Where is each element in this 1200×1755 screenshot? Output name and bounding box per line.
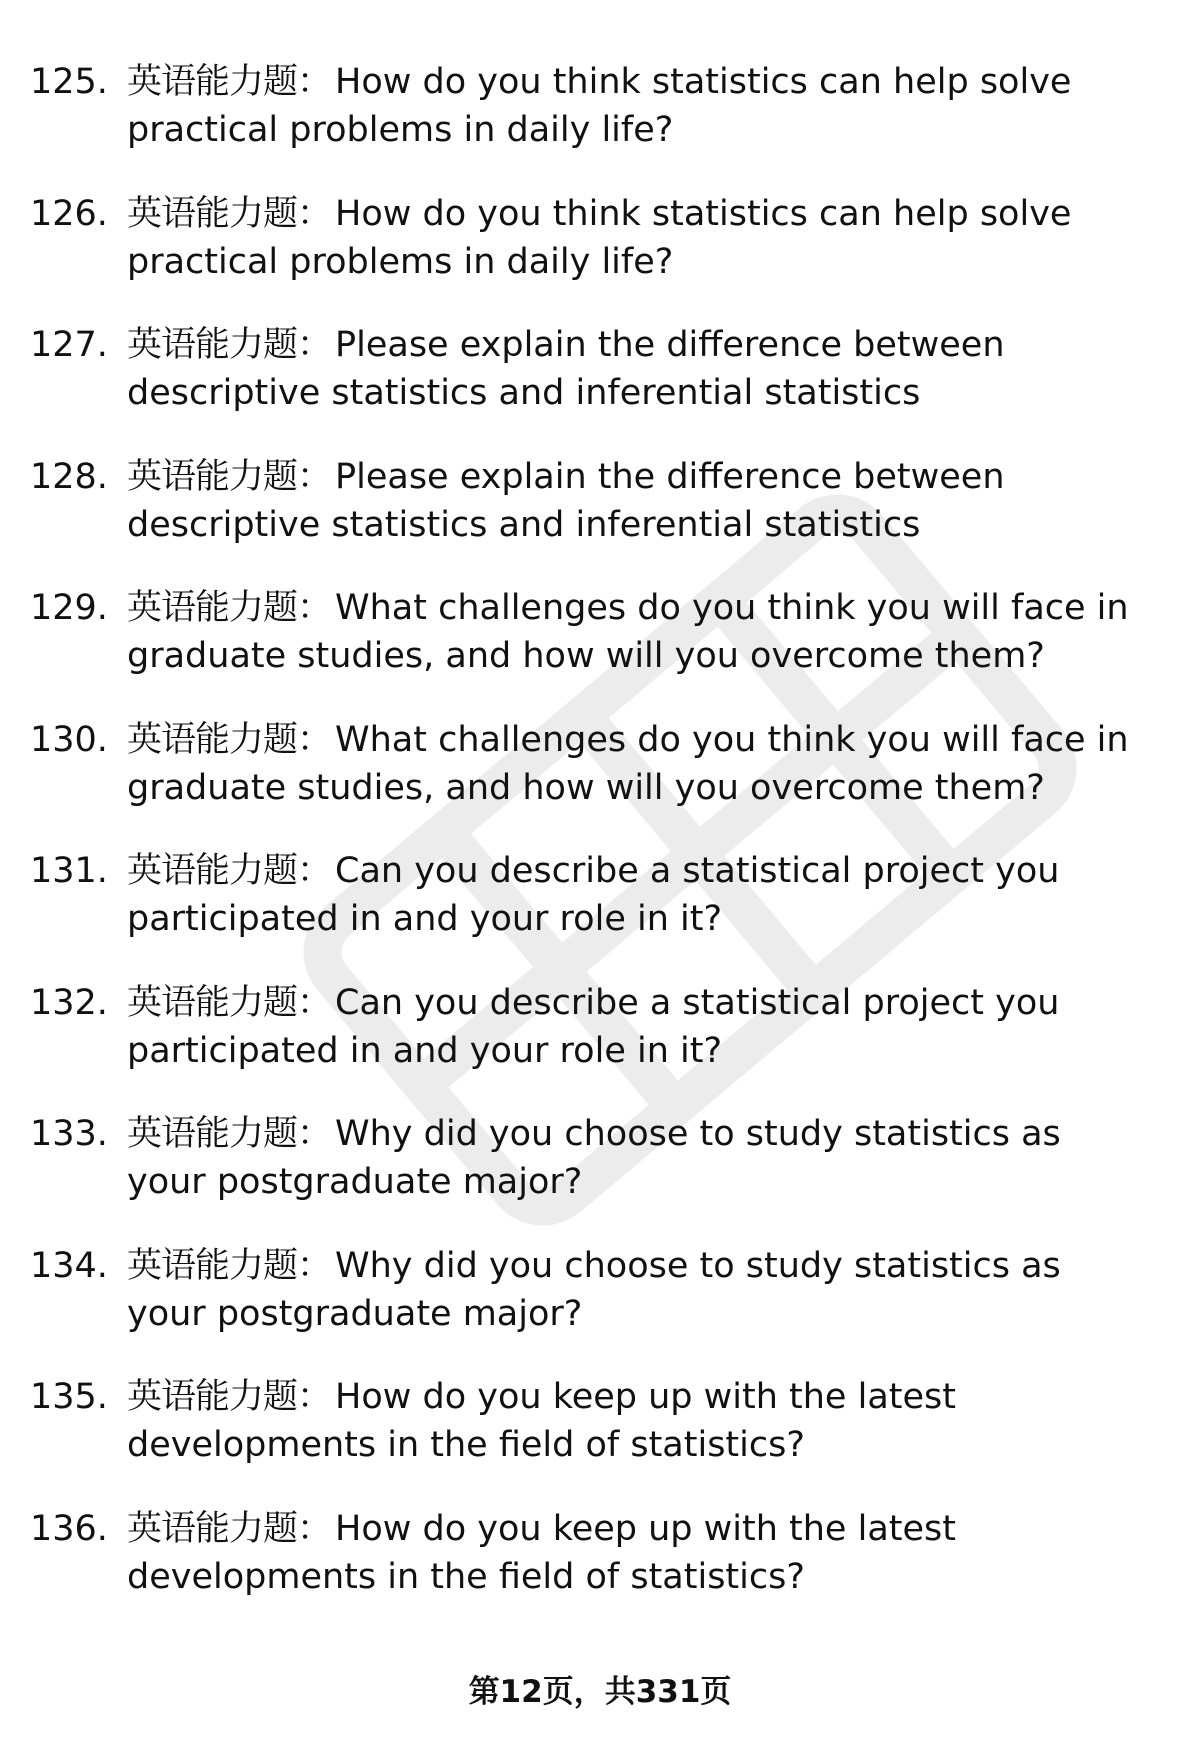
question-tag: 英语能力题： bbox=[127, 1245, 332, 1286]
question-body bbox=[127, 321, 1147, 417]
question-number: 131. bbox=[30, 851, 108, 891]
question-item bbox=[0, 190, 1200, 322]
question-tag: 英语能力题： bbox=[127, 1377, 332, 1417]
question-body bbox=[127, 847, 1147, 943]
question-number: 136. bbox=[30, 1508, 108, 1549]
question-body bbox=[127, 453, 1147, 549]
question-list bbox=[0, 58, 1200, 1636]
question-item bbox=[0, 1242, 1200, 1374]
question-tag: 英语能力题： bbox=[127, 851, 332, 891]
question-item bbox=[0, 584, 1200, 716]
question-body bbox=[127, 1110, 1147, 1206]
question-text: Please explain the difference between descriptive statistics and inferential statistics bbox=[127, 456, 1005, 545]
question-tag: 英语能力题： bbox=[127, 588, 332, 628]
question-body bbox=[127, 190, 1147, 286]
question-number: 135. bbox=[30, 1377, 108, 1417]
question-item bbox=[0, 58, 1200, 190]
question-number: 128. bbox=[30, 456, 108, 497]
question-text: Can you describe a statistical project you participated in and your role in it? bbox=[127, 851, 1060, 939]
question-text: Why did you choose to study statistics as your postgraduate major? bbox=[127, 1114, 1061, 1202]
question-number: 133. bbox=[30, 1114, 108, 1154]
question-tag: 英语能力题： bbox=[127, 982, 332, 1023]
question-tag: 英语能力题： bbox=[127, 193, 332, 234]
question-tag: 英语能力题： bbox=[127, 1114, 332, 1154]
question-item bbox=[0, 1373, 1200, 1505]
question-body bbox=[127, 58, 1147, 154]
question-number: 130. bbox=[30, 719, 108, 760]
question-text: Can you describe a statistical project you participated in and your role in it? bbox=[127, 982, 1060, 1071]
question-text: What challenges do you think you will face in graduate studies, and how will you overcome them? bbox=[127, 719, 1129, 808]
question-body bbox=[127, 716, 1147, 812]
question-body bbox=[127, 979, 1147, 1075]
question-item bbox=[0, 847, 1200, 979]
question-text: How do you think statistics can help solve practical problems in daily life? bbox=[127, 193, 1072, 282]
question-text: How do you keep up with the latest developments in the field of statistics? bbox=[127, 1508, 956, 1597]
question-number: 125. bbox=[30, 62, 108, 102]
question-item bbox=[0, 1110, 1200, 1242]
question-tag: 英语能力题： bbox=[127, 325, 332, 365]
question-number: 129. bbox=[30, 588, 108, 628]
question-tag: 英语能力题： bbox=[127, 62, 332, 102]
question-tag: 英语能力题： bbox=[127, 719, 332, 760]
question-tag: 英语能力题： bbox=[127, 1508, 332, 1549]
question-body bbox=[127, 584, 1147, 680]
question-number: 134. bbox=[30, 1245, 108, 1286]
question-text: How do you keep up with the latest developments in the field of statistics? bbox=[127, 1377, 956, 1465]
page-number-footer: 第12页，共331页 bbox=[468, 1674, 732, 1710]
question-item bbox=[0, 453, 1200, 585]
question-body bbox=[127, 1373, 1147, 1469]
question-text: Please explain the difference between descriptive statistics and inferential statistics bbox=[127, 325, 1005, 413]
question-number: 127. bbox=[30, 325, 108, 365]
question-item bbox=[0, 1505, 1200, 1637]
question-item bbox=[0, 321, 1200, 453]
question-text: Why did you choose to study statistics as your postgraduate major? bbox=[127, 1245, 1061, 1334]
question-text: How do you think statistics can help solve practical problems in daily life? bbox=[127, 62, 1072, 150]
question-item bbox=[0, 979, 1200, 1111]
question-number: 126. bbox=[30, 193, 108, 234]
question-body bbox=[127, 1242, 1147, 1338]
question-text: What challenges do you think you will face in graduate studies, and how will you overcome them? bbox=[127, 588, 1129, 676]
question-item bbox=[0, 716, 1200, 848]
question-tag: 英语能力题： bbox=[127, 456, 332, 497]
question-body bbox=[127, 1505, 1147, 1601]
question-number: 132. bbox=[30, 982, 108, 1023]
